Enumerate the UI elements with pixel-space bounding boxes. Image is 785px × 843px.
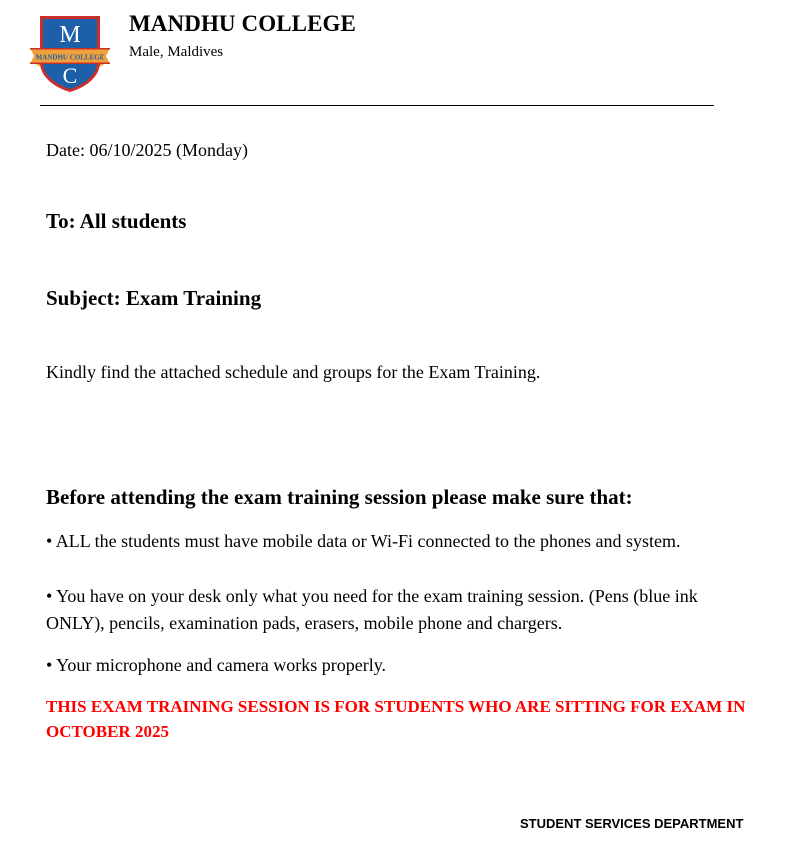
header-divider (40, 105, 714, 106)
college-name: MANDHU COLLEGE (129, 11, 356, 36)
college-location: Male, Maldives (129, 44, 224, 60)
college-crest-icon (28, 12, 112, 94)
memo-date: Date: 06/10/2025 (Monday) (46, 140, 248, 160)
crest-letter-c: C (62, 63, 78, 88)
checklist-heading: Before attending the exam training session please make sure that: (46, 485, 633, 509)
exam-notice: THIS EXAM TRAINING SESSION IS FOR STUDENTS WHO ARE SITTING FOR EXAM IN OCTOBER 2025 (46, 697, 746, 741)
department-signature: STUDENT SERVICES DEPARTMENT (520, 816, 744, 831)
memo-recipient: To: All students (46, 209, 187, 233)
crest-banner-text: MANDHU COLLEGE (35, 53, 105, 62)
checklist-item: • ALL the students must have mobile data or Wi-Fi connected to the phones and system. (46, 531, 681, 551)
checklist-item: • Your microphone and camera works properly. (46, 655, 387, 675)
memo-body: Kindly find the attached schedule and groups for the Exam Training. (46, 362, 541, 382)
checklist-item: • You have on your desk only what you need for the exam training session. (Pens (blue ink ONLY), pencils, examination pads, erasers, mobile phone and chargers. (46, 586, 698, 633)
memo-subject: Subject: Exam Training (46, 286, 262, 310)
crest-letter-m: M (59, 22, 81, 48)
